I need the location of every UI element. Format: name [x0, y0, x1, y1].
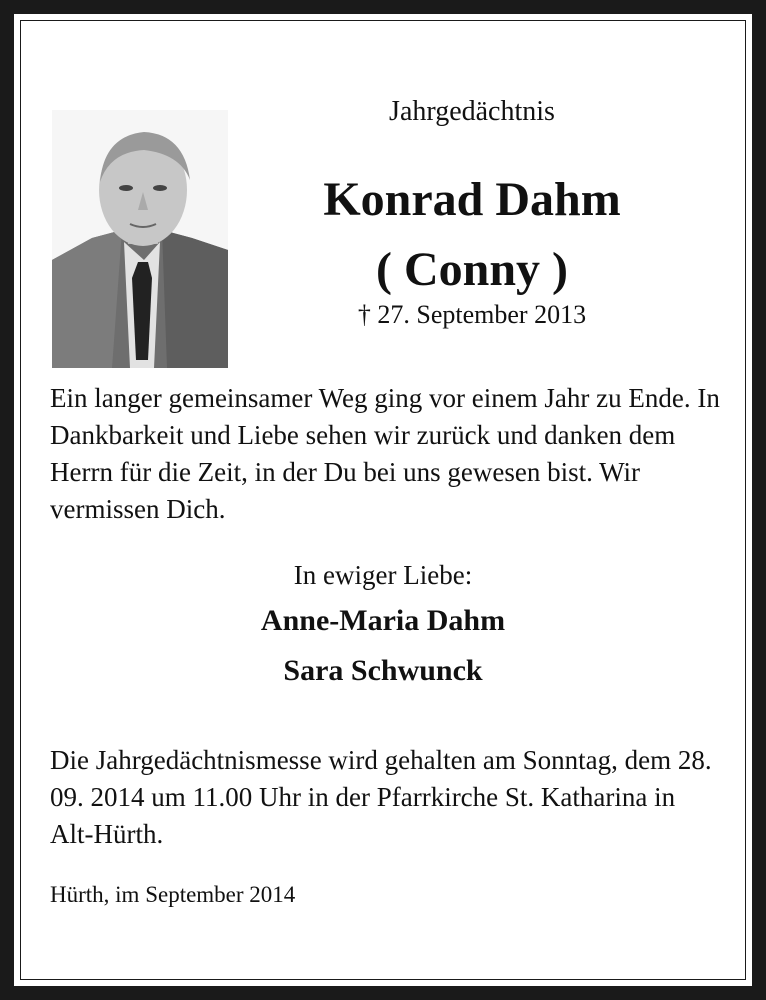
portrait-icon	[52, 110, 228, 368]
deceased-name: Konrad Dahm	[323, 173, 621, 226]
mourner-name: Anne-Maria Dahm	[260, 604, 506, 637]
death-date: † 27. September 2013	[357, 300, 587, 329]
closing-phrase: In ewiger Liebe:	[293, 560, 473, 590]
notice-paper	[14, 14, 752, 986]
place-and-date: Hürth, im September 2014	[50, 882, 296, 907]
occasion-title: Jahrgedächtnis	[389, 96, 555, 127]
mourner-name: Sara Schwunck	[283, 654, 483, 687]
deceased-nickname: ( Conny )	[375, 243, 569, 296]
memorial-message: Ein langer gemeinsamer Weg ging vor einem Jahr zu Ende. In Dankbarkeit und Liebe sehen wir zurück und danken dem Herrn für die Zeit, in der Du bei uns gewesen bist. Wir vermissen Dich.	[50, 383, 720, 524]
service-info: Die Jahrgedächtnismesse wird gehalten am Sonntag, dem 28. 09. 2014 um 11.00 Uhr in der Pfarrkirche St. Katharina in Alt-Hürth.	[50, 745, 712, 849]
portrait-photo	[52, 110, 228, 368]
